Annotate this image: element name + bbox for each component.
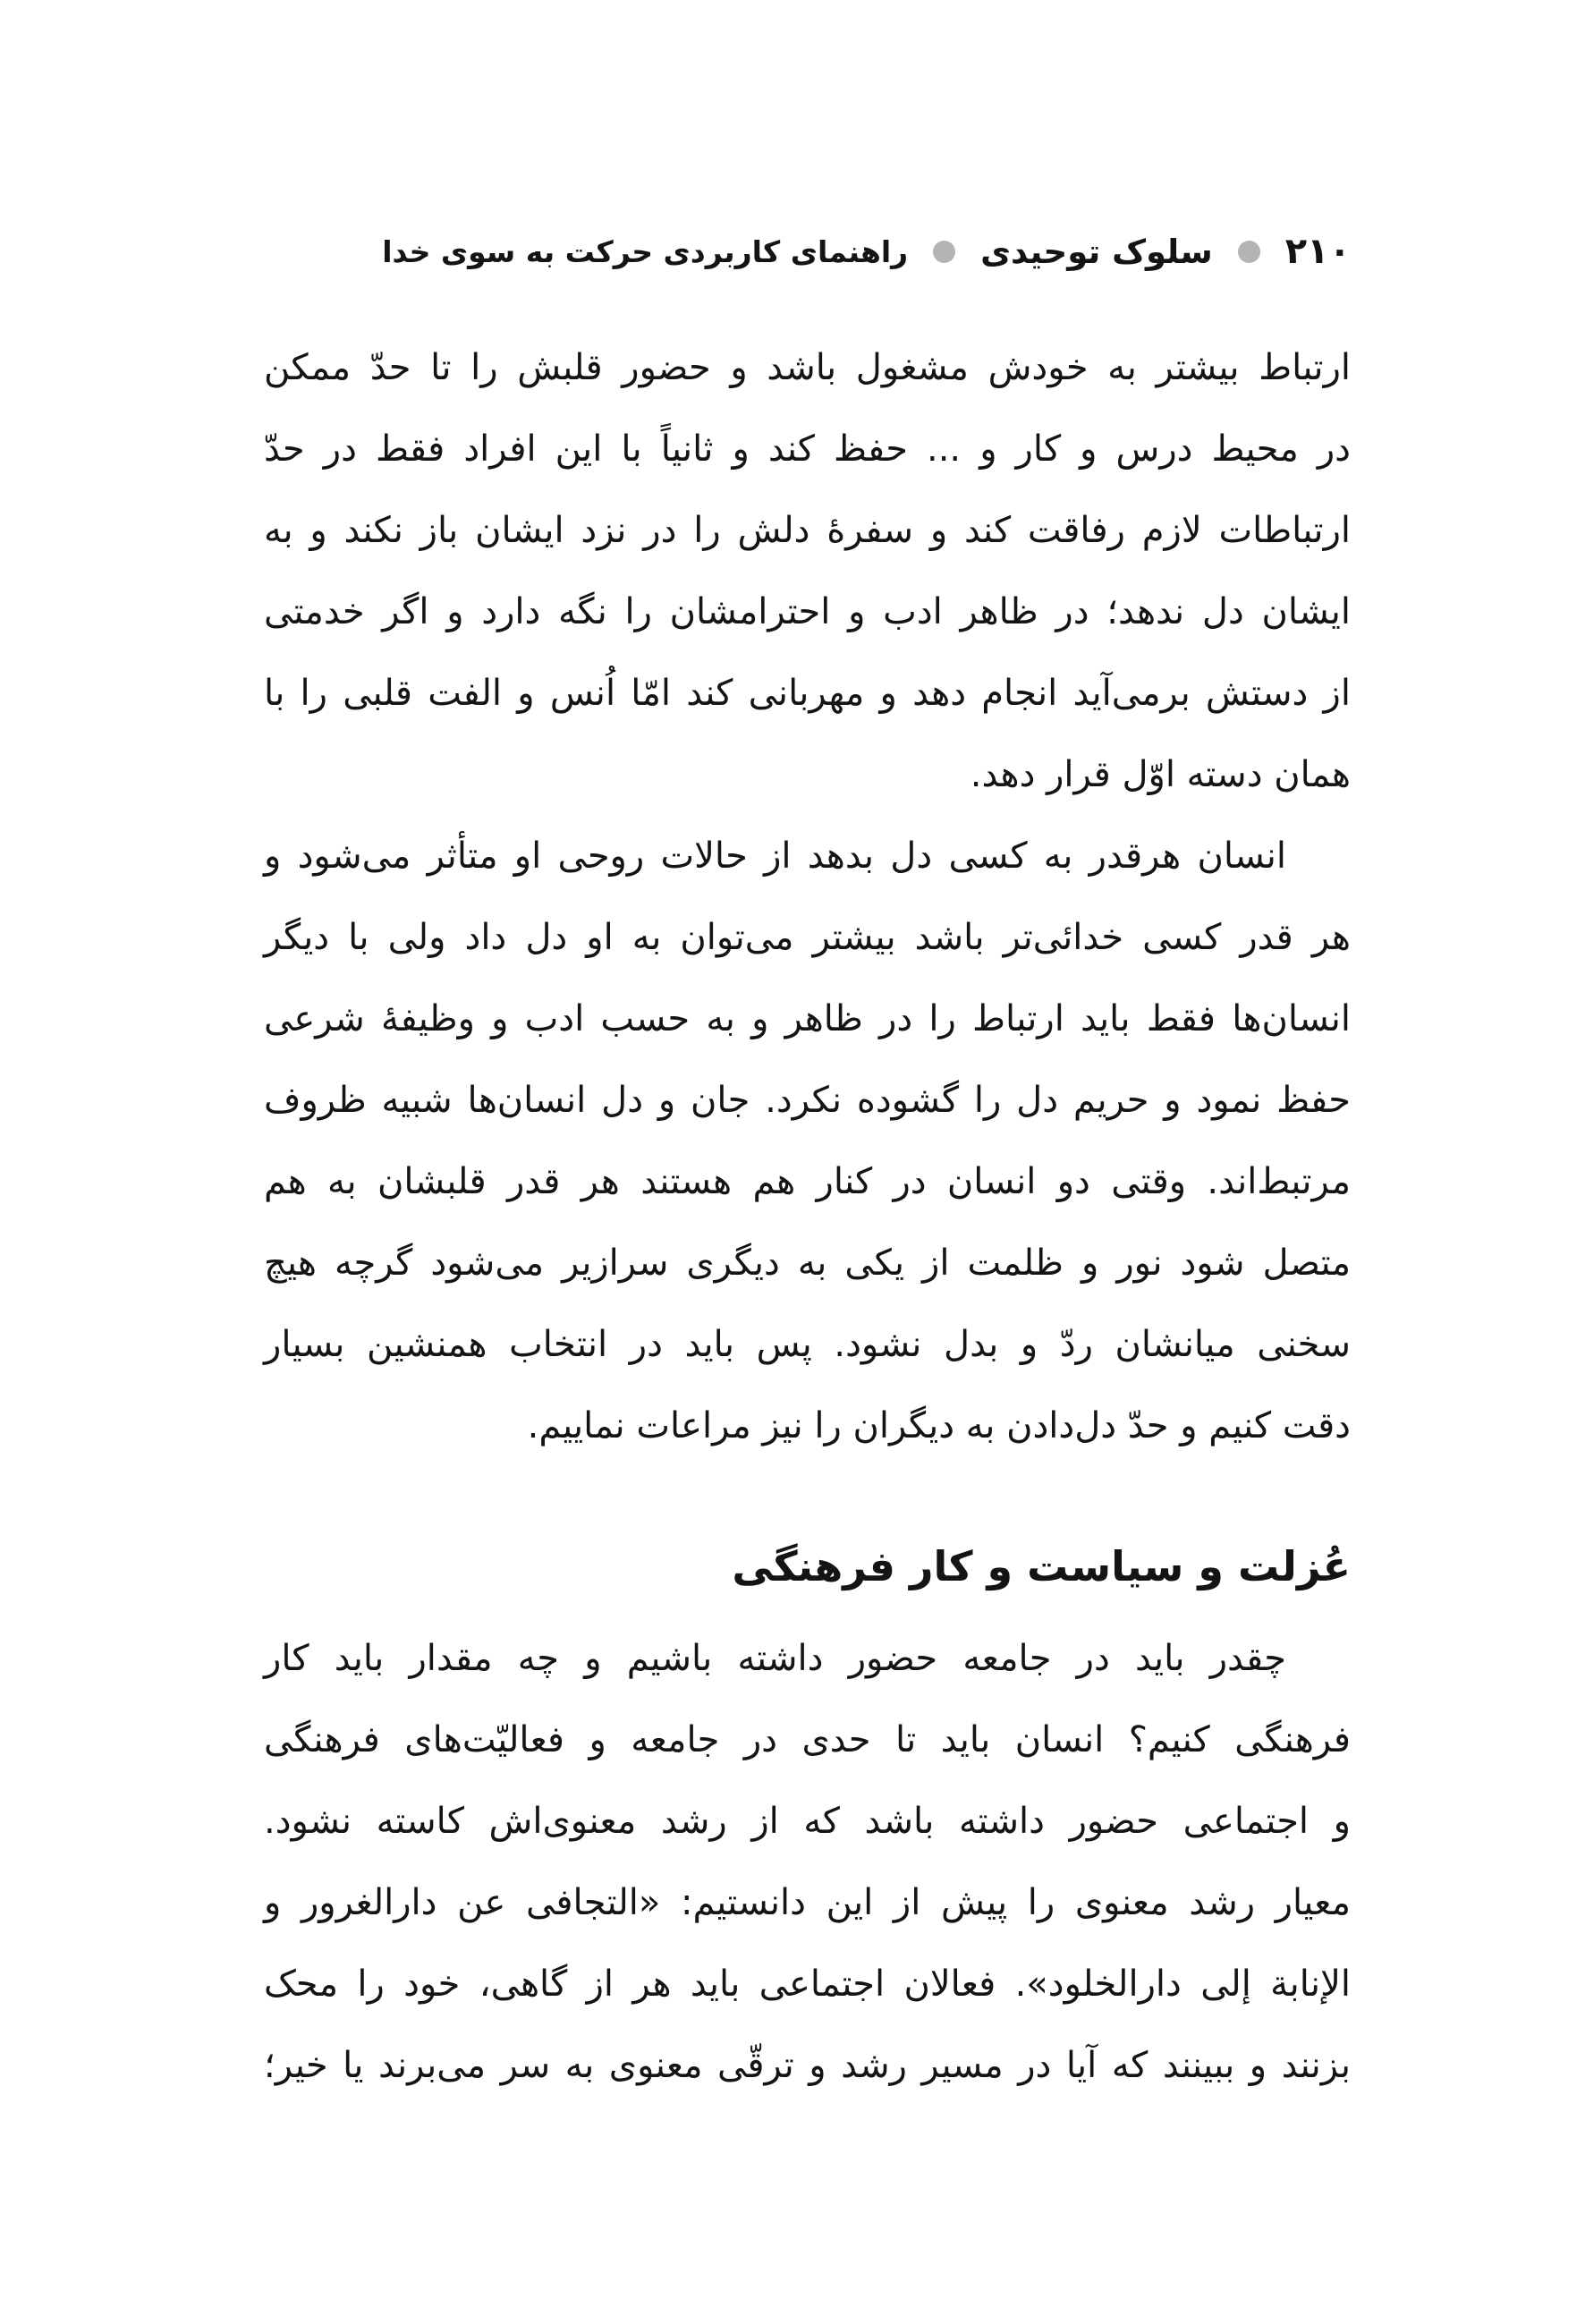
bullet-icon [933,241,955,263]
text-line: مرتبط‌اند. وقتی دو انسان در کنار هم هستند هر قدر قلبشان به هم [264,1161,1351,1202]
text-line: سخنی میانشان ردّ و بدل نشود. پس باید در انتخاب همنشین بسیار [264,1324,1351,1365]
text-line: در محیط درس و کار و ... حفظ کند و ثانیاً با این افراد فقط در حدّ [264,428,1351,470]
text-line: حفظ نمود و حریم دل را گشوده نکرد. جان و دل انسان‌ها شبیه ظروف [264,1080,1351,1121]
text-line: همان دسته اوّل قرار دهد. [970,754,1351,795]
book-title: سلوک توحیدی [980,232,1213,271]
text-line: فرهنگی کنیم؟ انسان باید تا حدی در جامعه و فعالیّت‌های فرهنگی [264,1719,1351,1760]
text-line: دقت کنیم و حدّ دل‌دادن به دیگران را نیز مراعات نماییم. [527,1405,1351,1446]
text-line: ارتباطات لازم رفاقت کند و سفرهٔ دلش را در نزد ایشان باز نکند و به [264,510,1351,551]
text-line: هر قدر کسی خدائی‌تر باشد بیشتر می‌توان به او دل داد ولی با دیگر [264,917,1351,958]
text-line: بزنند و ببینند که آیا در مسیر رشد و ترقّی معنوی به سر می‌برند یا خیر؛ [264,2045,1351,2086]
text-line: معیار رشد معنوی را پیش از این دانستیم: «التجافی عن دارالغرور و [264,1882,1351,1923]
text-line: انسان هرقدر به کسی دل بدهد از حالات روحی او متأثر می‌شود و [264,835,1286,877]
bullet-icon [1238,241,1260,263]
text-line: و اجتماعی حضور داشته باشد که از رشد معنوی‌اش کاسته نشود. [264,1801,1351,1842]
text-line: انسان‌ها فقط باید ارتباط را در ظاهر و به حسب ادب و وظیفهٔ شرعی [264,998,1351,1039]
text-line: الإنابة إلی دارالخلود». فعالان اجتماعی باید هر از گاهی، خود را محک [264,1964,1351,2005]
page-number: ۲۱۰ [1284,231,1351,272]
text-line: متصل شود نور و ظلمت از یکی به دیگری سرازیر می‌شود گرچه هیچ [264,1243,1351,1284]
paragraph [264,327,1351,816]
text-line: از دستش برمی‌آید انجام دهد و مهربانی کند امّا اُنس و الفت قلبی را با [264,673,1351,714]
book-subtitle: راهنمای کاربردی حرکت به سوی خدا [382,233,909,269]
paragraph [264,816,1351,1467]
text-line: ارتباط بیشتر به خودش مشغول باشد و حضور قلبش را تا حدّ ممکن [264,347,1351,388]
page-body [264,327,1351,2107]
section-heading: عُزلت و سیاست و کار فرهنگی [732,1542,1351,1590]
page-header [264,213,1351,290]
text-line: ایشان دل ندهد؛ در ظاهر ادب و احترامشان را نگه دارد و اگر خدمتی [264,591,1351,632]
text-line: چقدر باید در جامعه حضور داشته باشیم و چه مقدار باید کار [264,1638,1286,1679]
paragraph [264,1618,1351,2107]
